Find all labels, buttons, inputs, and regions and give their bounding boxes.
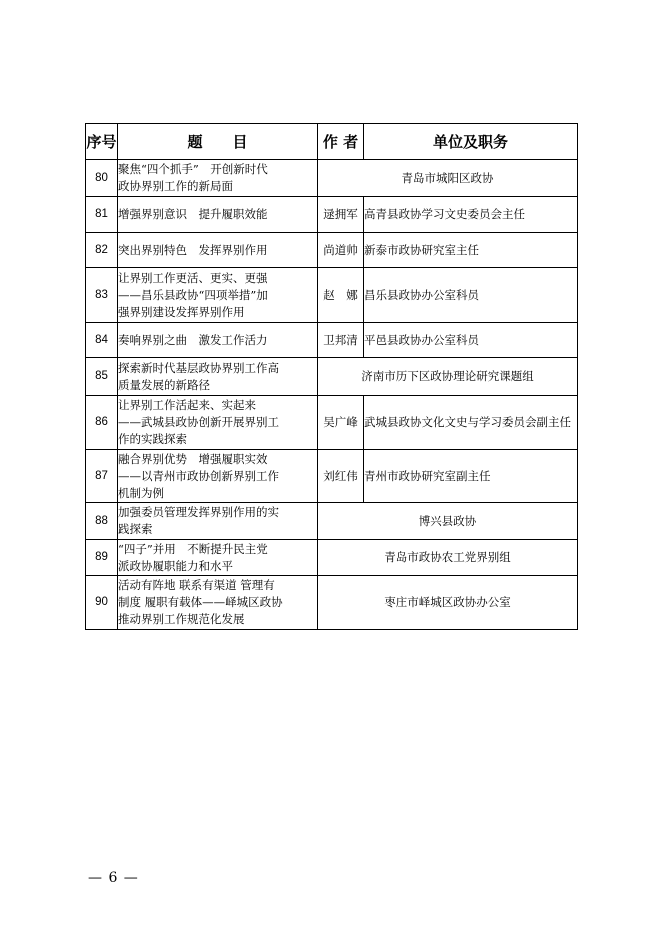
table-row (86, 358, 578, 396)
row-title: 突出界别特色 发挥界别作用 (118, 233, 318, 268)
table-row (86, 576, 578, 630)
row-unit: 平邑县政协办公室科员 (364, 323, 578, 358)
row-unit: 济南市历下区政协理论研究课题组 (318, 358, 578, 396)
row-number: 84 (86, 323, 118, 358)
table-row (86, 323, 578, 358)
table-row (86, 197, 578, 233)
header-title: 题 目 (118, 124, 318, 160)
row-author: 逯拥军 (318, 197, 364, 233)
row-title: 活动有阵地 联系有渠道 管理有 制度 履职有载体——峄城区政协 推动界别工作规范化发展 (118, 576, 318, 630)
row-title: 增强界别意识 提升履职效能 (118, 197, 318, 233)
row-number: 87 (86, 450, 118, 503)
row-number: 89 (86, 540, 118, 576)
table-row (86, 268, 578, 323)
table-row (86, 540, 578, 576)
header-unit: 单位及职务 (364, 124, 578, 160)
row-number: 85 (86, 358, 118, 396)
table-row (86, 503, 578, 540)
row-number: 90 (86, 576, 118, 630)
row-unit: 高青县政协学习文史委员会主任 (364, 197, 578, 233)
row-title: 聚焦“四个抓手” 开创新时代 政协界别工作的新局面 (118, 160, 318, 197)
row-title: 融合界别优势 增强履职实效 ——以青州市政协创新界别工作 机制为例 (118, 450, 318, 503)
row-title: 探索新时代基层政协界别工作高 质量发展的新路径 (118, 358, 318, 396)
row-title: 让界别工作活起来、实起来 ——武城县政协创新开展界别工 作的实践探索 (118, 396, 318, 450)
row-author: 吴广峰 (318, 396, 364, 450)
row-author: 卫邦清 (318, 323, 364, 358)
row-unit: 新泰市政协研究室主任 (364, 233, 578, 268)
row-unit: 青州市政协研究室副主任 (364, 450, 578, 503)
row-title: 加强委员管理发挥界别作用的实 践探索 (118, 503, 318, 540)
table-row (86, 396, 578, 450)
page-number: — 6 — (88, 870, 139, 886)
row-title: 奏响界别之曲 激发工作活力 (118, 323, 318, 358)
table-row (86, 160, 578, 197)
row-author: 尚道帅 (318, 233, 364, 268)
header-number: 序号 (86, 124, 118, 160)
row-number: 80 (86, 160, 118, 197)
table-row (86, 450, 578, 503)
row-title: 让界别工作更活、更实、更强 ——昌乐县政协“四项举措”加 强界别建设发挥界别作用 (118, 268, 318, 323)
row-unit: 枣庄市峄城区政协办公室 (318, 576, 578, 630)
row-title: “四子”并用 不断提升民主党 派政协履职能力和水平 (118, 540, 318, 576)
row-unit: 青岛市城阳区政协 (318, 160, 578, 197)
award-table (85, 123, 578, 630)
row-number: 81 (86, 197, 118, 233)
row-number: 83 (86, 268, 118, 323)
row-unit: 武城县政协文化文史与学习委员会副主任 (364, 396, 578, 450)
table-row (86, 233, 578, 268)
row-unit: 昌乐县政协办公室科员 (364, 268, 578, 323)
row-number: 86 (86, 396, 118, 450)
row-number: 88 (86, 503, 118, 540)
row-author: 赵 娜 (318, 268, 364, 323)
header-author: 作 者 (318, 124, 364, 160)
row-number: 82 (86, 233, 118, 268)
row-unit: 博兴县政协 (318, 503, 578, 540)
row-unit: 青岛市政协农工党界别组 (318, 540, 578, 576)
table-header-row (86, 124, 578, 160)
row-author: 刘红伟 (318, 450, 364, 503)
